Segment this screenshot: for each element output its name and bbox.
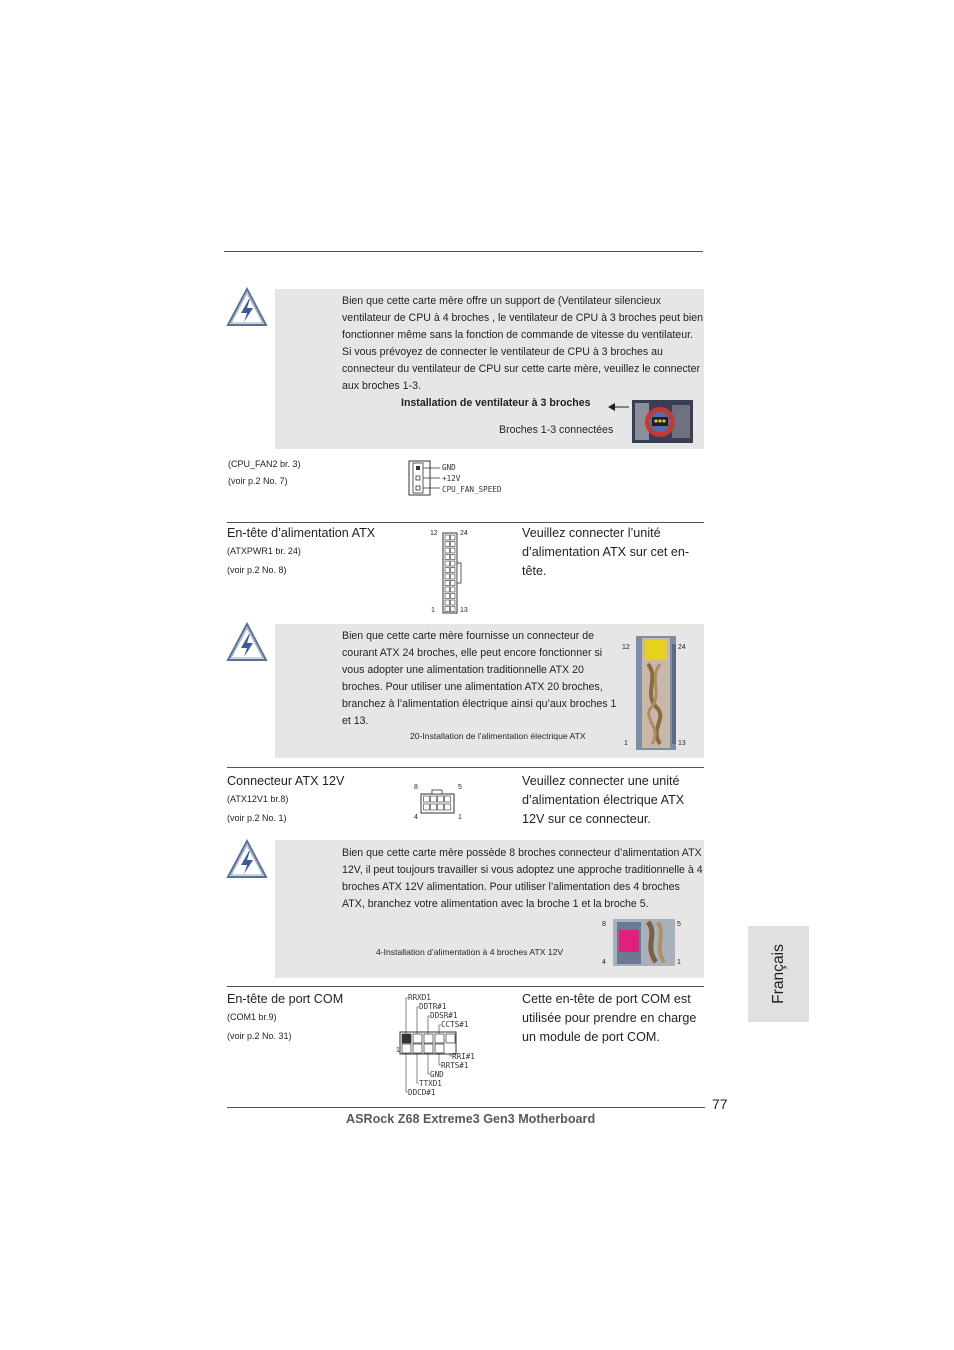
atx12v-ref: (voir p.2 No. 1) — [227, 813, 287, 823]
pin-label: 1 — [396, 1047, 400, 1054]
pin-label: 13 — [678, 740, 686, 747]
pin-label: RRXD1 — [408, 993, 431, 1002]
cpu-fan-note-text: Bien que cette carte mère offre un support de (Ventilateur silencieux ventilateur de CPU à 4 broches , le ventilateur de CPU à 3 broches peut bien fonctionner même sans la fonction de commande de vitesse du ventilateur. Si vous prévoyez de connecter le ventilateur de CPU à 3 broches au connecteur du ventilateur de CPU sur cette carte mère, veuillez le connecter aux broches 1-3. — [342, 295, 703, 392]
pin-label: CPU_FAN_SPEED — [442, 485, 502, 494]
atx-20pin-photo — [620, 634, 692, 755]
section-rule — [227, 986, 704, 987]
pin-label: 4 — [414, 814, 418, 821]
section-rule — [227, 522, 704, 523]
warning-icon — [226, 621, 268, 663]
pin-label: 13 — [460, 607, 468, 614]
pin-label: 4 — [602, 959, 606, 966]
pin-label: 24 — [678, 644, 686, 651]
atx-note-text: Bien que cette carte mère fournisse un connecteur de courant ATX 24 broches, elle peut encore fonctionner si vous adopter une alimentation traditionnelle ATX 20 broches. Pour utiliser une alimentation ATX 20 broches, branchez à l’alimentation électrique ainsi qu’aux broches 1 et 13. — [342, 630, 617, 727]
atx12v-id: (ATX12V1 br.8) — [227, 794, 289, 804]
cpu-fan2-pin-diagram — [408, 459, 518, 504]
fan-connector-photo — [632, 400, 693, 448]
cpu-fan2-id: (CPU_FAN2 br. 3) — [228, 459, 301, 469]
pin-label: DDTR#1 — [419, 1002, 447, 1011]
install-title: Installation de ventilateur à 3 broches — [401, 397, 591, 409]
language-tab-label: Français — [769, 944, 787, 1004]
com-id: (COM1 br.9) — [227, 1012, 277, 1022]
pin-label: 1 — [458, 814, 462, 821]
pin-label: 12 — [430, 530, 438, 537]
pin-label: 24 — [460, 530, 468, 537]
pin-label: RRTS#1 — [441, 1061, 469, 1070]
com-ref: (voir p.2 No. 31) — [227, 1031, 292, 1041]
page-number: 77 — [712, 1096, 728, 1112]
pin-label: RRI#1 — [452, 1052, 475, 1061]
pin-label: 1 — [431, 607, 435, 614]
language-tab — [748, 926, 809, 1022]
pin-label: +12V — [442, 474, 461, 483]
com-pin-diagram — [396, 992, 486, 1103]
atx-power-description: Veuillez connecter l’unité d’alimentation ATX sur cet en-tête. — [522, 526, 690, 579]
pin-label: GND — [442, 463, 456, 472]
footer-rule — [227, 1107, 705, 1108]
warning-icon — [226, 286, 268, 328]
arrow-left-icon — [608, 400, 630, 418]
atx-power-title: En-tête d’alimentation ATX — [227, 526, 376, 540]
section-rule — [227, 767, 704, 768]
atx12v-description: Veuillez connecter une unité d’alimentation électrique ATX 12V sur ce connecteur. — [522, 774, 685, 827]
pin-label: 8 — [602, 921, 606, 928]
atx-24pin-diagram — [426, 526, 476, 621]
pins-connected-label: Broches 1-3 connectées — [499, 424, 614, 436]
pin-label: 5 — [677, 921, 681, 928]
pin-label: 12 — [622, 644, 630, 651]
pin-label: 8 — [414, 784, 418, 791]
pin-label: GND — [430, 1070, 444, 1079]
atx-power-id: (ATXPWR1 br. 24) — [227, 546, 301, 556]
pin-label: 5 — [458, 784, 462, 791]
atx12v-8pin-diagram — [410, 780, 470, 827]
com-description: Cette en-tête de port COM est utilisée pour prendre en charge un module de port COM. — [522, 992, 697, 1045]
footer-product: ASRock Z68 Extreme3 Gen3 Motherboard — [346, 1112, 596, 1126]
atx12v-note-text: Bien que cette carte mère possède 8 broches connecteur d’alimentation ATX 12V, il peut toujours travailler si vous adoptez une approche traditionnelle à 4 broches ATX 12V alimentation. Pour utiliser l’alimentation des 4 broches ATX, branchez votre alimentation avec la broche 1 et la broche 5. — [342, 847, 703, 910]
warning-icon — [226, 838, 268, 880]
pin-label: DDSR#1 — [430, 1011, 458, 1020]
pin-label: 1 — [624, 740, 628, 747]
pin-label: CCTS#1 — [441, 1020, 469, 1029]
cpu-fan2-ref: (voir p.2 No. 7) — [228, 476, 288, 486]
atx12v-4pin-photo — [598, 916, 688, 973]
atx12v-note-caption: 4-Installation d’alimentation à 4 broches ATX 12V — [376, 947, 564, 957]
top-rule — [224, 251, 703, 252]
pin-label: TTXD1 — [419, 1079, 442, 1088]
atx-note-caption: 20-Installation de l’alimentation électrique ATX — [410, 731, 586, 741]
atx12v-title: Connecteur ATX 12V — [227, 774, 345, 788]
pin-label: 1 — [677, 959, 681, 966]
pin-label: DDCD#1 — [408, 1088, 436, 1097]
atx-power-ref: (voir p.2 No. 8) — [227, 565, 287, 575]
com-title: En-tête de port COM — [227, 992, 344, 1006]
